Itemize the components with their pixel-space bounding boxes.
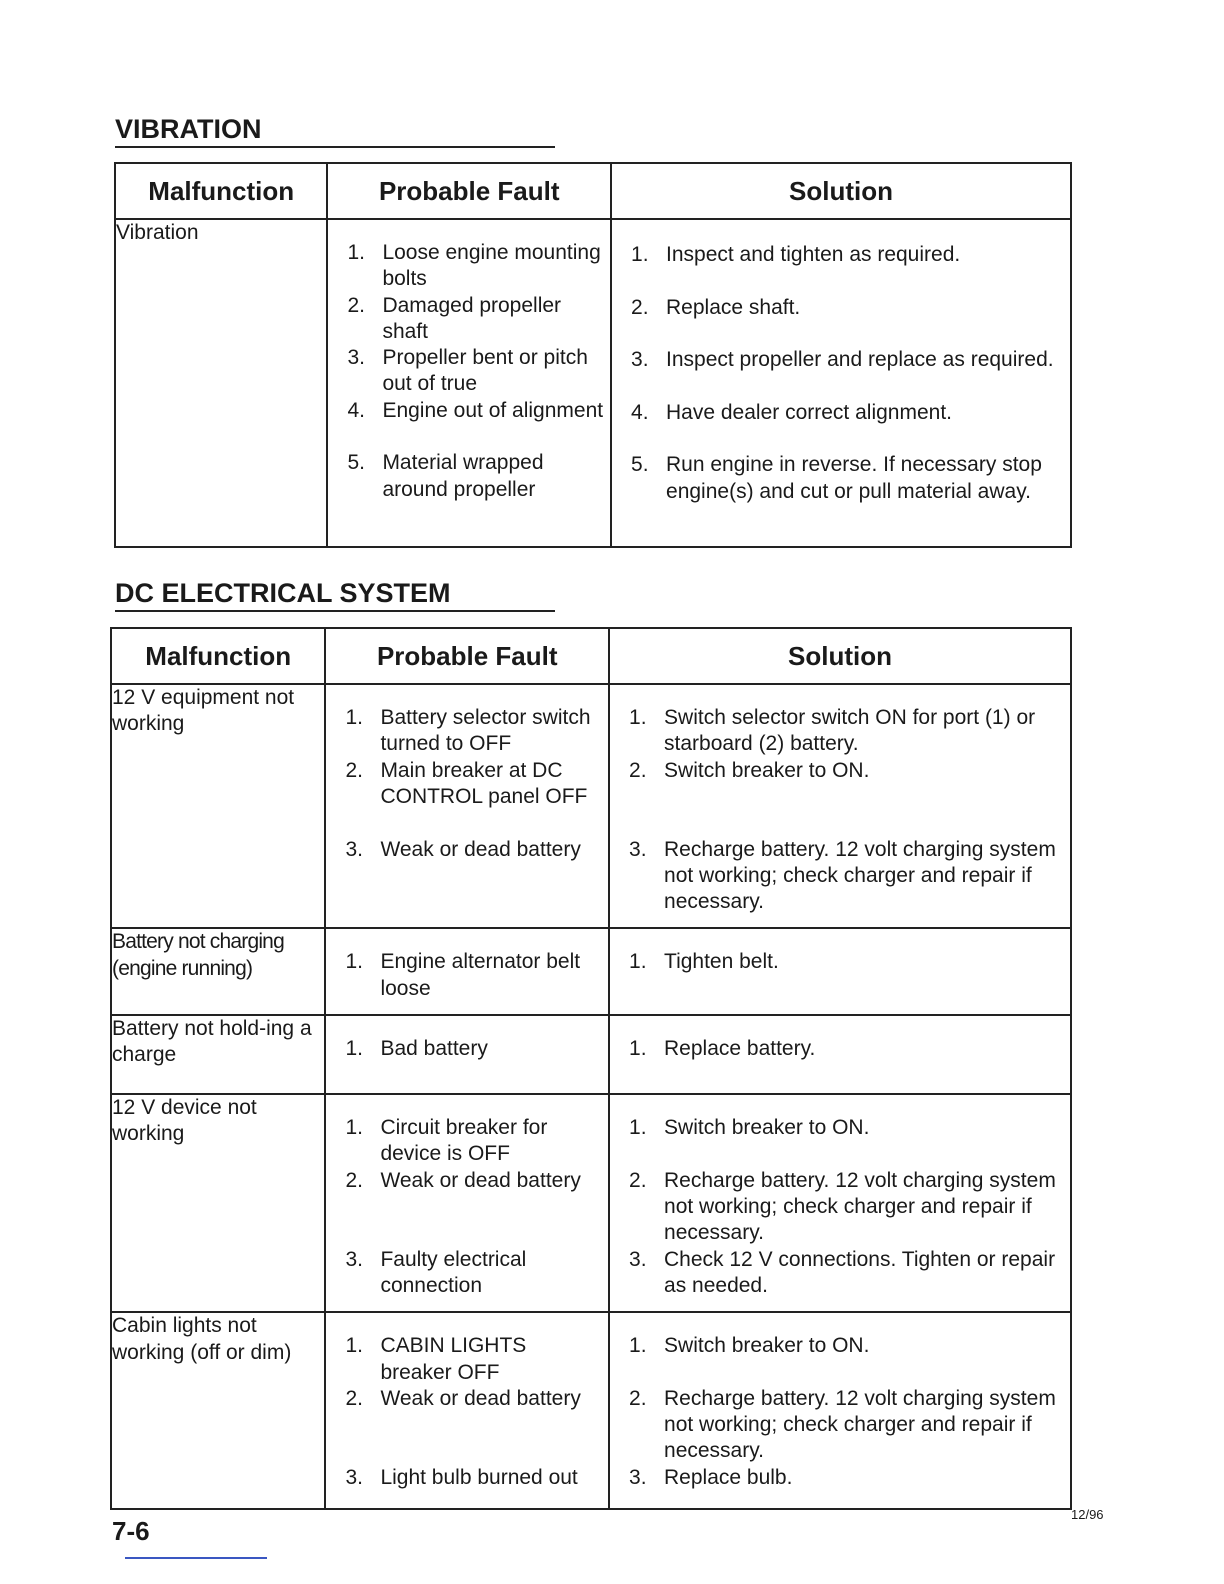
table-row: [111, 928, 1071, 1015]
fault-cell: [325, 928, 609, 1015]
solution-cell: [609, 928, 1071, 1015]
malfunction-cell: 12 V equipment not working: [111, 684, 325, 928]
fault-cell: [325, 1312, 609, 1509]
section-title-dc-electrical: DC ELECTRICAL SYSTEM: [115, 577, 555, 612]
list-item: 3. Check 12 V connections. Tighten or repair as needed.: [629, 1247, 1056, 1297]
list-item: 1. Inspect and tighten as required.: [631, 243, 961, 266]
list-item: 2. Recharge battery. 12 volt charging system not working; check charger and repair if necessary.: [629, 1386, 1056, 1463]
table-row: [115, 219, 1071, 547]
list-item: 2. Replace shaft.: [631, 295, 801, 319]
malfunction-cell: Battery not charging (engine running): [111, 928, 325, 1015]
list-item: 4. Engine out of alignment: [347, 398, 604, 422]
table-row: [111, 1312, 1071, 1509]
list-item: 4. Have dealer correct alignment.: [631, 400, 952, 424]
solution-cell: [609, 1312, 1071, 1509]
list-item: 1. Engine alternator belt loose: [345, 950, 581, 1000]
list-item: 5. Material wrapped around propeller: [347, 451, 544, 501]
list-item: 1. Battery selector switch turned to OFF: [345, 706, 591, 756]
vibration-table: [114, 162, 1072, 548]
list-item: 1. Replace battery.: [629, 1037, 816, 1061]
list-item: 1. Switch breaker to ON.: [629, 1116, 870, 1140]
malfunction-cell: 12 V device not working: [111, 1094, 325, 1312]
solution-cell: [609, 1094, 1071, 1312]
list-item: 1. Loose engine mounting bolts: [347, 241, 601, 291]
list-item: 3. Propeller bent or pitch out of true: [347, 346, 588, 396]
fault-cell: [325, 684, 609, 928]
fault-cell: [325, 1015, 609, 1094]
list-item: 1. Circuit breaker for device is OFF: [345, 1116, 548, 1166]
list-item: 5. Run engine in reverse. If necessary stop engine(s) and cut or pull material away.: [631, 453, 1042, 503]
malfunction-cell: Battery not hold-ing a charge: [111, 1015, 325, 1094]
dc-electrical-table: [110, 627, 1072, 1510]
header-malfunction: Malfunction: [111, 628, 325, 684]
header-probable-fault: Probable Fault: [327, 163, 611, 219]
revision-date: 12/96: [1071, 1507, 1104, 1522]
table-row: [111, 684, 1071, 928]
list-item: 3. Inspect propeller and replace as required.: [631, 348, 1054, 372]
solution-cell: [611, 219, 1071, 547]
list-item: 1. Tighten belt.: [629, 950, 779, 974]
malfunction-cell: Vibration: [115, 219, 327, 547]
list-item: 2. Switch breaker to ON.: [629, 758, 870, 782]
list-item: 1. Bad battery: [345, 1037, 488, 1061]
table-row: [111, 1015, 1071, 1094]
header-solution: Solution: [609, 628, 1071, 684]
footer-divider: [125, 1557, 267, 1559]
solution-cell: [609, 684, 1071, 928]
fault-cell: [325, 1094, 609, 1312]
page-number: 7-6: [112, 1516, 150, 1546]
list-item: 2. Weak or dead battery: [345, 1168, 581, 1192]
list-item: 3. Replace bulb.: [629, 1465, 793, 1489]
table-header-row: [115, 163, 1071, 219]
list-item: 3. Weak or dead battery: [345, 837, 581, 861]
list-item: 2. Main breaker at DC CONTROL panel OFF: [345, 758, 588, 808]
list-item: 2. Weak or dead battery: [345, 1386, 581, 1410]
list-item: 3. Light bulb burned out: [345, 1465, 578, 1489]
section-title-vibration: VIBRATION: [115, 113, 555, 148]
list-item: 1. Switch selector switch ON for port (1) or starboard (2) battery.: [629, 706, 1036, 756]
table-row: [111, 1094, 1071, 1312]
header-probable-fault: Probable Fault: [325, 628, 609, 684]
solution-cell: [609, 1015, 1071, 1094]
table-header-row: [111, 628, 1071, 684]
list-item: 3. Recharge battery. 12 volt charging system not working; check charger and repair if necessary.: [629, 837, 1056, 914]
header-solution: Solution: [611, 163, 1071, 219]
header-malfunction: Malfunction: [115, 163, 327, 219]
list-item: 2. Recharge battery. 12 volt charging system not working; check charger and repair if necessary.: [629, 1168, 1056, 1245]
list-item: 1. Switch breaker to ON.: [629, 1334, 870, 1358]
fault-cell: [327, 219, 611, 547]
list-item: 2. Damaged propeller shaft: [347, 293, 562, 343]
malfunction-cell: Cabin lights not working (off or dim): [111, 1312, 325, 1509]
list-item: 3. Faulty electrical connection: [345, 1247, 527, 1297]
list-item: 1. CABIN LIGHTS breaker OFF: [345, 1334, 527, 1384]
